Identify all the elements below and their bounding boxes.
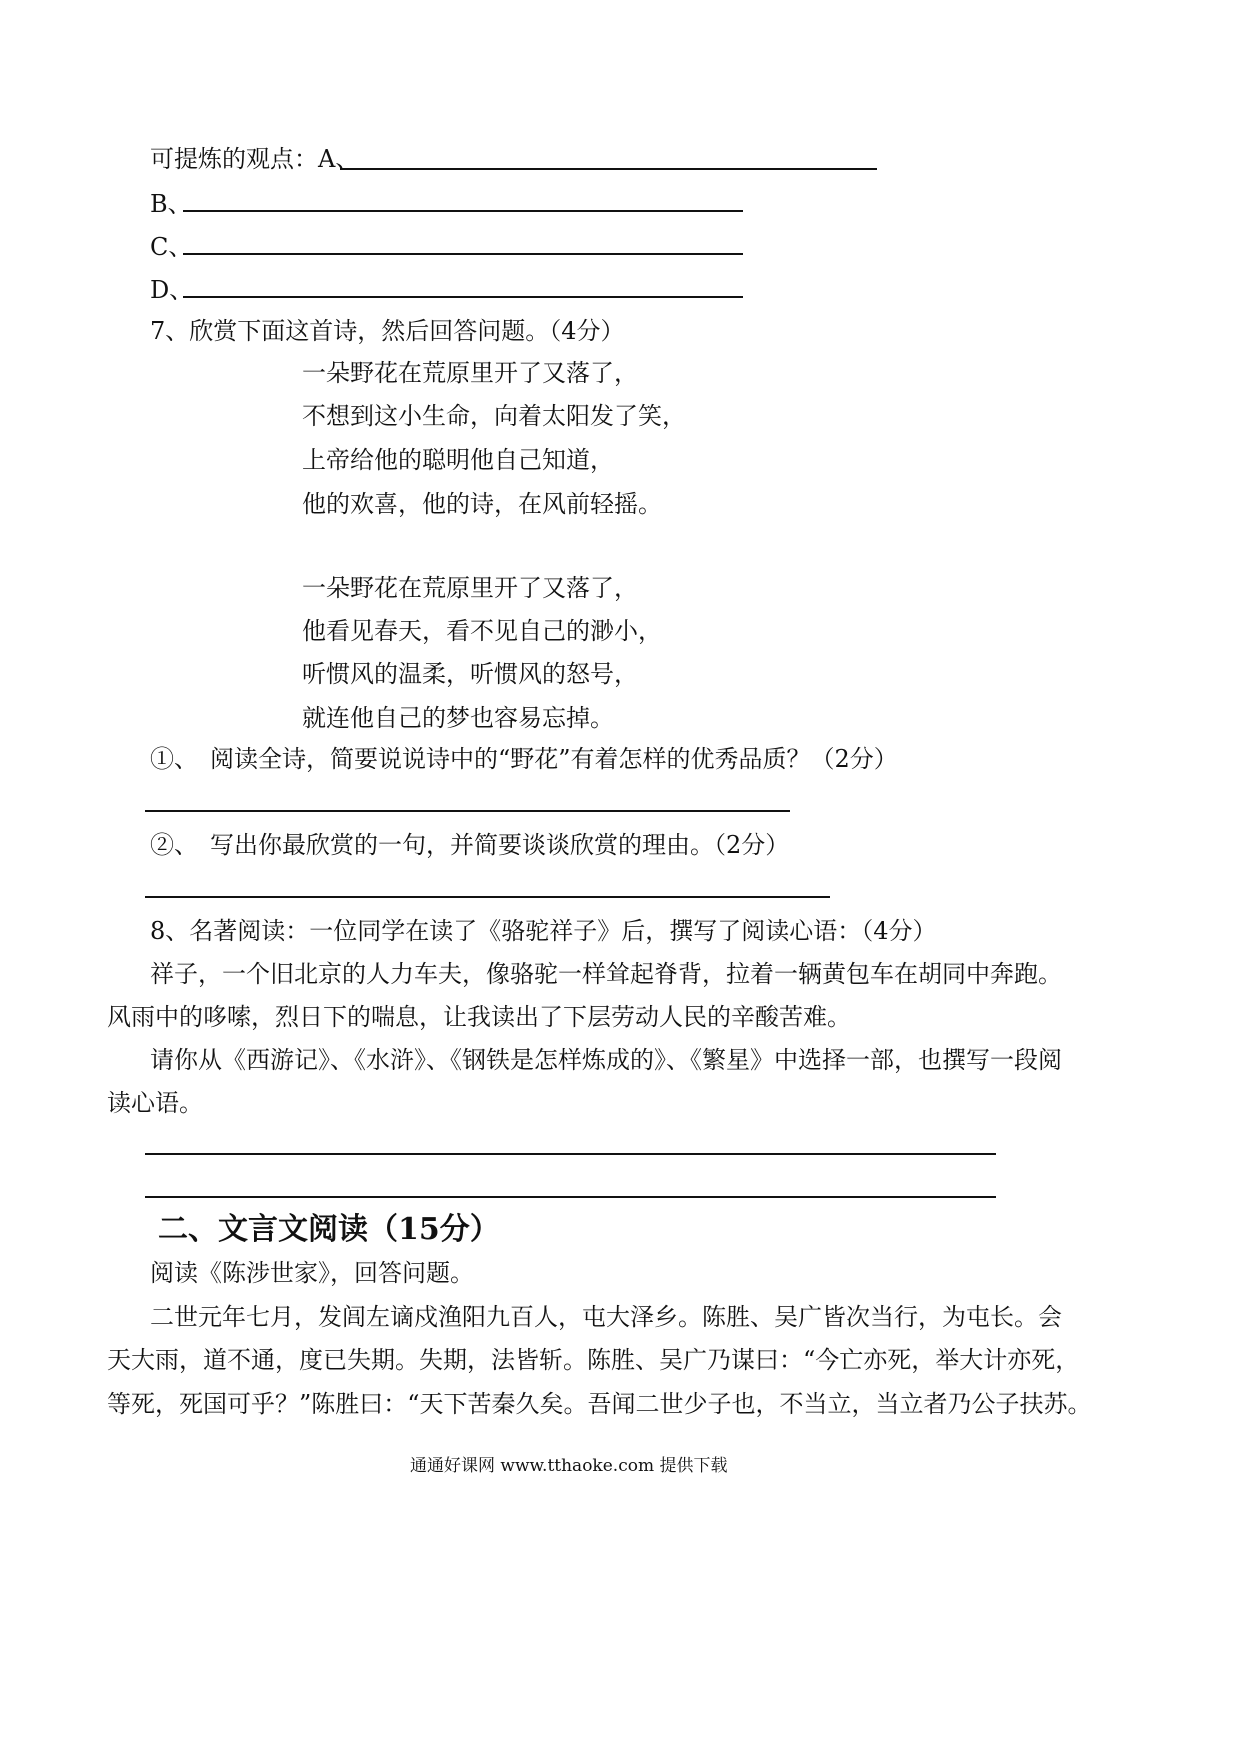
classical-text-line: 等死，死国可乎？”陈胜曰：“天下苦秦久矣。吾闻二世少子也，不当立，当立者乃公子扶苏。	[107, 1390, 1092, 1418]
q7-sub1-answer-blank[interactable]	[145, 810, 790, 812]
poem-line: 不想到这小生命，向着太阳发了笑，	[302, 402, 686, 430]
viewpoint-c-label: C、	[150, 233, 193, 261]
poem-line: 听惯风的温柔，听惯风的怒号，	[302, 660, 638, 688]
section2-instruction: 阅读《陈涉世家》，回答问题。	[150, 1259, 474, 1287]
q8-task-line: 请你从《西游记》、《水浒》、《钢铁是怎样炼成的》、《繁星》中选择一部，也撰写一段阅	[150, 1046, 1062, 1074]
q8-answer-blank-2[interactable]	[145, 1196, 996, 1198]
viewpoint-a-blank[interactable]	[340, 168, 877, 170]
q8-passage-line: 风雨中的哆嗦，烈日下的喘息，让我读出了下层劳动人民的辛酸苦难。	[107, 1003, 851, 1031]
viewpoint-c-blank[interactable]	[183, 253, 743, 255]
viewpoint-a-label: 可提炼的观点：A、	[150, 145, 360, 173]
q8-task-line: 读心语。	[107, 1089, 203, 1117]
poem-line: 就连他自己的梦也容易忘掉。	[302, 704, 614, 732]
q8-answer-blank-1[interactable]	[145, 1153, 996, 1155]
poem-line: 他看见春天，看不见自己的渺小，	[302, 617, 662, 645]
viewpoint-b-label: B、	[150, 190, 192, 218]
q7-sub2: ②、 写出你最欣赏的一句，并简要谈谈欣赏的理由。（2分）	[150, 831, 790, 859]
q7-sub2-answer-blank[interactable]	[145, 896, 830, 898]
viewpoint-d-blank[interactable]	[183, 296, 743, 298]
classical-text-line: 天大雨，道不通，度已失期。失期，法皆斩。陈胜、吴广乃谋曰：“今亡亦死，举大计亦死，	[107, 1346, 1080, 1374]
q7-sub1: ①、 阅读全诗，简要说说诗中的“野花”有着怎样的优秀品质？（2分）	[150, 745, 898, 773]
poem-line: 他的欢喜，他的诗，在风前轻摇。	[302, 490, 662, 518]
q7-prompt: 7、欣赏下面这首诗，然后回答问题。（4分）	[150, 317, 625, 345]
classical-text-line: 二世元年七月，发闾左谪戍渔阳九百人，屯大泽乡。陈胜、吴广皆次当行，为屯长。会	[150, 1303, 1062, 1331]
viewpoint-b-blank[interactable]	[183, 210, 743, 212]
footer-credit: 通通好课网 www.tthaoke.com 提供下载	[410, 1456, 728, 1476]
section2-title: 二、文言文阅读（15分）	[158, 1212, 500, 1247]
poem-line: 一朵野花在荒原里开了又落了，	[302, 574, 638, 602]
q8-passage-line: 祥子，一个旧北京的人力车夫，像骆驼一样耸起脊背，拉着一辆黄包车在胡同中奔跑。	[150, 960, 1062, 988]
poem-line: 上帝给他的聪明他自己知道，	[302, 446, 614, 474]
poem-line: 一朵野花在荒原里开了又落了，	[302, 359, 638, 387]
viewpoint-d-label: D、	[150, 276, 194, 304]
q8-prompt: 8、名著阅读：一位同学在读了《骆驼祥子》后，撰写了阅读心语：（4分）	[150, 917, 937, 945]
